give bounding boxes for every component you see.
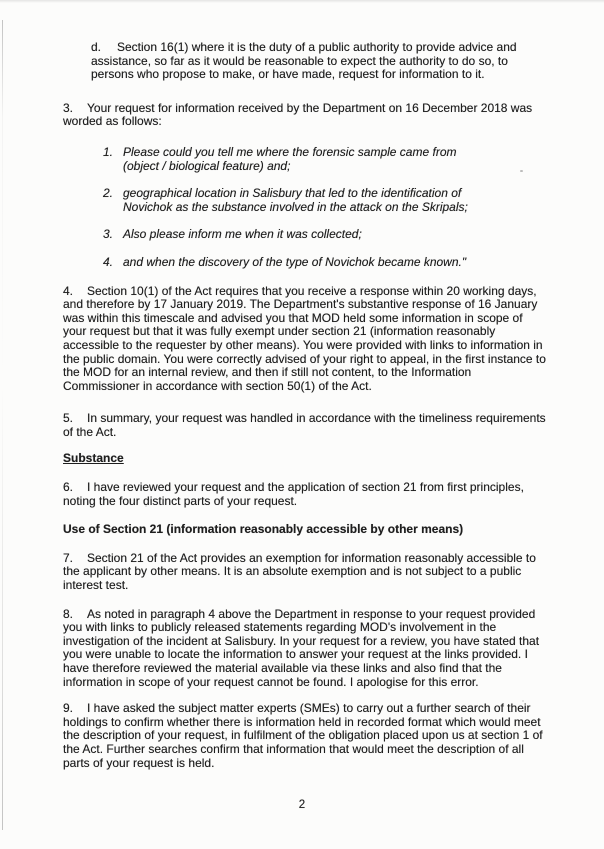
paragraph-3-text: Your request for information received by the Department on 16 December 2018 was worded as follows: xyxy=(63,100,533,129)
substance-heading: Substance xyxy=(63,451,124,466)
page-number: 2 xyxy=(298,799,306,811)
request-item-3 xyxy=(103,228,495,242)
paragraph-4 xyxy=(63,285,547,394)
paragraph-5-number: 5. xyxy=(63,411,74,426)
scan-artifact-left-edge xyxy=(2,20,3,830)
paragraph-5-text: In summary, your request was handled in accordance with the timeliness requirements of the Act. xyxy=(63,411,546,439)
paragraph-6-text: I have reviewed your request and the application of section 21 from first principles, noting the four distinct parts of your request. xyxy=(63,480,524,508)
request-item-2 xyxy=(103,187,495,214)
paragraph-8-text: As noted in paragraph 4 above the Department in response to your request provided you with links to publicly released statements regarding MOD's involvement in the investigation of the incident at Salisbury. In your request for a review, you have stated that you were unable to locate the information to answer your request at the links provided. I have therefore reviewed the material available via these links and also find that the information in scope of your request cannot be found. I apologise for this error. xyxy=(63,606,540,689)
paragraph-4-number: 4. xyxy=(63,283,74,298)
paragraph-3-number: 3. xyxy=(63,100,74,115)
paragraph-4-text: Section 10(1) of the Act requires that you receive a response within 20 working days, and therefore by 17 January 2019. The Department's substantive response of 16 January was within this timescale and advised you that MOD held some information in scope of your request but that it was fully exempt under section 21 (information reasonably accessible to the requester by other means). You were provided with links to information in the public domain. You were correctly advised of your right to appeal, in the first instance to the MOD for an internal review, and then if still not content, to the Information Commissioner in accordance with section 50(1) of the Act. xyxy=(63,283,546,393)
request-item-3-text: Also please inform me when it was collected; xyxy=(123,227,362,242)
request-item-1-text: Please could you tell me where the forensic sample came from (object / biological feature) and; xyxy=(123,144,457,173)
request-item-1-number: 1. xyxy=(103,144,114,159)
request-item-3-number: 3. xyxy=(103,227,114,242)
quoted-request-list xyxy=(103,146,495,270)
request-item-4 xyxy=(103,256,495,270)
paragraph-9-text: I have asked the subject matter experts (SMEs) to carry out a further search of their holdings to confirm whether there is information held in recorded format which would meet the description of your request, in fulfilment of the obligation placed upon us at section 1 of the Act. Further searches confirm that information that would meet the description of all parts of your request is held. xyxy=(63,701,543,770)
paragraph-8-number: 8. xyxy=(63,606,74,621)
request-item-1 xyxy=(103,146,495,173)
paragraph-9 xyxy=(63,702,547,770)
clause-d-label: d. xyxy=(91,40,102,54)
request-item-2-text: geographical location in Salisbury that led to the identification of Novichok as the substance involved in the attack on the Skripals; xyxy=(123,186,468,214)
paragraph-7-text: Section 21 of the Act provides an exemption for information reasonably accessible to the applicant by other means. It is an absolute exemption and is not subject to a public interest test. xyxy=(63,550,536,593)
clause-d xyxy=(91,41,547,82)
paragraph-9-number: 9. xyxy=(63,701,74,716)
request-item-2-number: 2. xyxy=(103,186,114,201)
request-item-4-number: 4. xyxy=(103,254,114,269)
paragraph-7-number: 7. xyxy=(63,550,74,565)
letter-body xyxy=(63,41,547,785)
clause-d-text: Section 16(1) where it is the duty of a public authority to provide advice and assistance, so far as it would be reasonable to expect the authority to do so, to persons who propose to make, or have made, request for information to it. xyxy=(91,40,517,82)
paragraph-6 xyxy=(63,481,547,508)
paragraph-8 xyxy=(63,608,547,690)
paragraph-7 xyxy=(63,552,547,593)
paragraph-6-number: 6. xyxy=(63,480,74,495)
request-item-4-text: and when the discovery of the type of Novichok became known." xyxy=(123,254,467,269)
section21-heading: Use of Section 21 (information reasonably accessible by other means) xyxy=(63,522,464,537)
paragraph-3 xyxy=(63,102,543,129)
paragraph-5 xyxy=(63,412,547,439)
